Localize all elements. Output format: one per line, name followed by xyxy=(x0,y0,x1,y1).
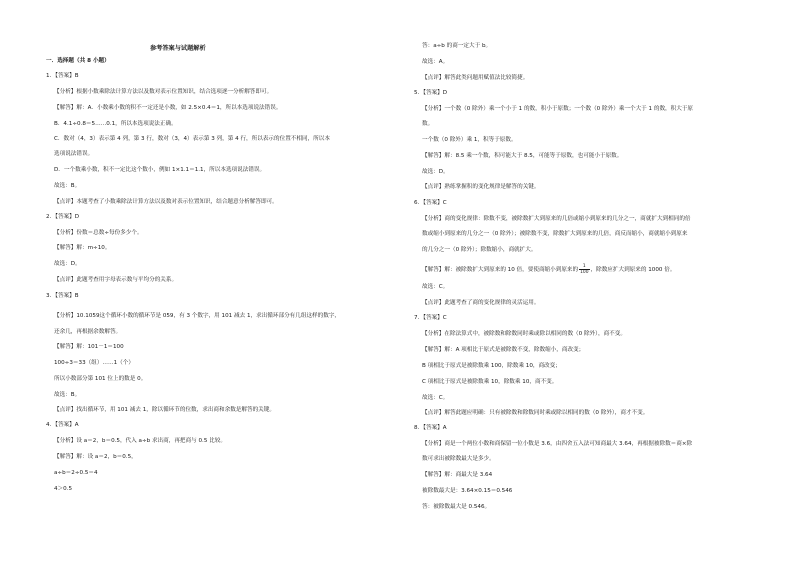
text-line: 【点评】找出循环节，用 101 减去 1，除以循环节的位数，求出商和余数是解答的关键。 xyxy=(54,407,275,413)
text-line: 所以小数部分第 101 位上的数是 0。 xyxy=(54,376,147,382)
text-line: a÷b＝2÷0.5＝4 xyxy=(54,470,98,476)
question-2-answer: 2．【答案】D xyxy=(46,214,80,220)
text-line: 【分析】在除法算式中，被除数和除数同时乘或除以相同的数（0 除外），商不变。 xyxy=(422,331,626,337)
fraction xyxy=(579,264,589,275)
solution-text-after: ，除数应扩大到原来的 1000 倍。 xyxy=(590,267,676,273)
text-line: 4＞0.5 xyxy=(54,486,73,492)
text-line: 【点评】此题考查用字母表示数与平均分的关系。 xyxy=(54,277,178,283)
question-6-answer: 6．【答案】C xyxy=(414,200,447,206)
text-line: 【分析】设 a＝2，b＝0.5，代入 a÷b 求出商，再把商与 0.5 比较。 xyxy=(54,438,226,444)
text-line: 故选：D。 xyxy=(54,261,81,267)
text-line: 100÷3＝33（组）……1（个） xyxy=(54,360,134,366)
question-6-solution xyxy=(422,264,675,275)
text-line: 故选：C。 xyxy=(422,284,449,290)
fraction-denominator: 100 xyxy=(580,270,589,275)
text-line: 【分析】10.1059这个循环小数的循环节是 059，有 3 个数字，用 101 减去 1，求出循环部分有几组这样的数字， xyxy=(54,313,341,319)
question-4-answer: 4．【答案】A xyxy=(46,422,79,428)
text-line: 【解答】解：商最大是 3.64 xyxy=(422,472,493,478)
text-line: 一个数（0 除外）乘 1，积等于原数。 xyxy=(422,137,517,143)
text-line: 数或缩小到原来的几分之一（0 除外）；被除数不变，除数扩大到原来的几倍，商反而缩小，商就缩小到原来 xyxy=(422,231,688,237)
fraction-numerator: 1 xyxy=(579,264,589,270)
text-line: 被除数最大是：3.64×0.15＝0.546 xyxy=(422,488,513,494)
text-line: 【解答】解：m÷10。 xyxy=(54,245,111,251)
text-line: 【分析】份数＝总数÷每份多少个。 xyxy=(54,230,143,236)
section-heading: 一．选择题（共 8 小题） xyxy=(46,58,110,64)
text-line: 【解答】解：设 a＝2，b＝0.5， xyxy=(54,454,137,460)
text-line: 故选：B。 xyxy=(54,392,81,398)
question-7-answer: 7．【答案】C xyxy=(414,315,447,321)
text-line: 【点评】熟练掌握积的变化规律是解答的关键。 xyxy=(422,184,540,190)
text-line: 数可求出被除数最大是多少。 xyxy=(422,456,495,462)
question-5-answer: 5．【答案】D xyxy=(414,90,448,96)
question-3-answer: 3．【答案】B xyxy=(46,293,79,299)
text-line: 【解答】解：A．小数乘小数的积不一定还是小数，如 2.5×0.4＝1，所以本选项说法错误。 xyxy=(54,105,282,111)
text-line: 还余几，再根据余数解答。 xyxy=(54,329,122,335)
text-line: 故选：C。 xyxy=(422,395,449,401)
question-8-answer: 8．【答案】A xyxy=(414,425,447,431)
solution-text-before: 【解答】解：被除数扩大到原来的 10 倍，要使商缩小到原来的 xyxy=(422,267,579,273)
text-line: 答：a÷b 的商一定大于 b。 xyxy=(422,43,492,49)
text-line: 【分析】一个数（0 除外）乘一个小于 1 的数，积小于原数；一个数（0 除外）乘一个大于 1 的数，积大于原 xyxy=(422,106,694,112)
text-line: 故选：A。 xyxy=(422,59,449,65)
text-line: 【分析】商的变化规律：除数不变，被除数扩大到原来的几倍或缩小到原来的几分之一，商就扩大到相同的倍 xyxy=(422,216,691,222)
page-title: 参考答案与试题解析 xyxy=(150,45,206,52)
text-line: 故选：B。 xyxy=(54,183,81,189)
text-line: 【分析】根据小数乘除法计算方法以及数对表示位置知识，结合选项逐一分析解答即可。 xyxy=(54,89,273,95)
text-line: 数。 xyxy=(422,121,434,127)
text-line: 【分析】商是一个两位小数和商保留一位小数是 3.6，由四舍五入法可知商最大 3.64，再根据被除数＝商×除 xyxy=(422,441,693,447)
text-line: 【点评】解答此题应明确：只有被除数和除数同时乘或除以相同的数（0 除外），商才不变。 xyxy=(422,410,649,416)
text-line: 【解答】解：101－1＝100 xyxy=(54,344,124,350)
text-line: 【解答】解：8.5 乘一个数，积可能大于 8.5，可能等于原数，也可能小于原数。 xyxy=(422,153,623,159)
text-line: 选项说法错误。 xyxy=(54,151,94,157)
text-line: 【解答】解：A 项相比于原式是被除数不变，除数缩小，商改变； xyxy=(422,347,585,353)
text-line: C 项相比于原式是被除数乘 10，除数乘 10，商不变。 xyxy=(422,379,558,385)
question-1-answer: 1．【答案】B xyxy=(46,73,79,79)
text-line: 的几分之一（0 除外）；除数缩小，商就扩大。 xyxy=(422,247,537,253)
text-line: B 项相比于原式是被除数乘 100，除数乘 10，商改变； xyxy=(422,363,561,369)
text-line: 【点评】此题考查了商的变化规律的灵活运用。 xyxy=(422,300,540,306)
text-line: D．一个数乘小数，积不一定比这个数小，例如 1×1.1＝1.1，所以本选项说法错误。 xyxy=(54,167,266,173)
text-line: 答：被除数最大是 0.546。 xyxy=(422,504,491,510)
text-line: C．数对（4，3）表示第 4 列，第 3 行，数对（3，4）表示第 3 列，第 4 行，所以表示的位置不相同，所以本 xyxy=(54,136,330,142)
text-line: 故选：D。 xyxy=(422,169,449,175)
text-line: B．4.1÷0.8＝5……0.1，所以本选项说法正确。 xyxy=(54,121,177,127)
text-line: 【点评】本题考查了小数乘除法计算方法以及数对表示位置知识，结合题意分析解答即可。 xyxy=(54,199,278,205)
text-line: 【点评】解答此类问题用赋值法比较简捷。 xyxy=(422,75,529,81)
